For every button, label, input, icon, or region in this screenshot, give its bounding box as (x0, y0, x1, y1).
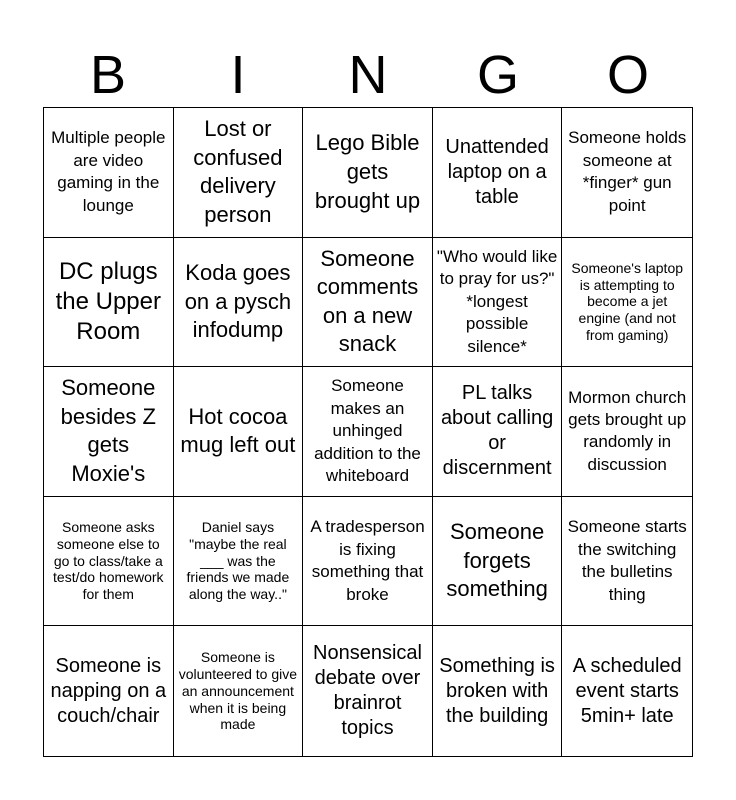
bingo-cell[interactable]: Someone holds someone at *finger* gun point (562, 108, 692, 238)
bingo-cell[interactable]: Someone asks someone else to go to class/take a test/do homework for them (44, 497, 174, 627)
bingo-cell[interactable]: Someone is napping on a couch/chair (44, 626, 174, 756)
bingo-cell[interactable]: Something is broken with the building (433, 626, 563, 756)
header-letter-o: O (606, 45, 649, 105)
bingo-cell[interactable]: Someone starts the switching the bulletins thing (562, 497, 692, 627)
bingo-cell[interactable]: A tradesperson is fixing something that broke (303, 497, 433, 627)
bingo-cell[interactable]: Someone makes an unhinged addition to the whiteboard (303, 367, 433, 497)
bingo-cell[interactable]: PL talks about calling or discernment (433, 367, 563, 497)
bingo-cell[interactable]: Multiple people are video gaming in the lounge (44, 108, 174, 238)
bingo-cell[interactable]: DC plugs the Upper Room (44, 238, 174, 368)
bingo-cell[interactable]: "Who would like to pray for us?" *longest possible silence* (433, 238, 563, 368)
header-letter-b: B (89, 45, 127, 105)
bingo-cell[interactable]: Daniel says "maybe the real ___ was the friends we made along the way.." (174, 497, 304, 627)
bingo-cell[interactable]: Someone is volunteered to give an announcement when it is being made (174, 626, 304, 756)
bingo-cell[interactable]: Someone besides Z gets Moxie's (44, 367, 174, 497)
header-letter-g: G (476, 45, 519, 105)
bingo-cell[interactable]: Hot cocoa mug left out (174, 367, 304, 497)
bingo-cell[interactable]: A scheduled event starts 5min+ late (572, 654, 682, 727)
bingo-cell[interactable]: Someone comments on a new snack (303, 238, 433, 368)
bingo-cell[interactable]: Lego Bible gets brought up (303, 108, 433, 238)
bingo-cell[interactable]: Lost or confused delivery person (174, 108, 304, 238)
bingo-cell[interactable]: Someone's laptop is attempting to become a jet engine (and not from gaming) (562, 238, 692, 368)
bingo-cell[interactable]: Mormon church gets brought up randomly in discussion (562, 367, 692, 497)
bingo-cell[interactable]: Nonsensical debate over brainrot topics (303, 626, 433, 756)
bingo-cell[interactable]: Koda goes on a pysch infodump (174, 238, 304, 368)
bingo-header (43, 44, 693, 106)
bingo-cell[interactable]: Unattended laptop on a table (433, 108, 563, 238)
bingo-cell[interactable]: Someone forgets something (433, 497, 563, 627)
bingo-grid (43, 107, 693, 757)
header-letter-n: N (348, 45, 388, 105)
header-letter-i: I (230, 45, 246, 105)
